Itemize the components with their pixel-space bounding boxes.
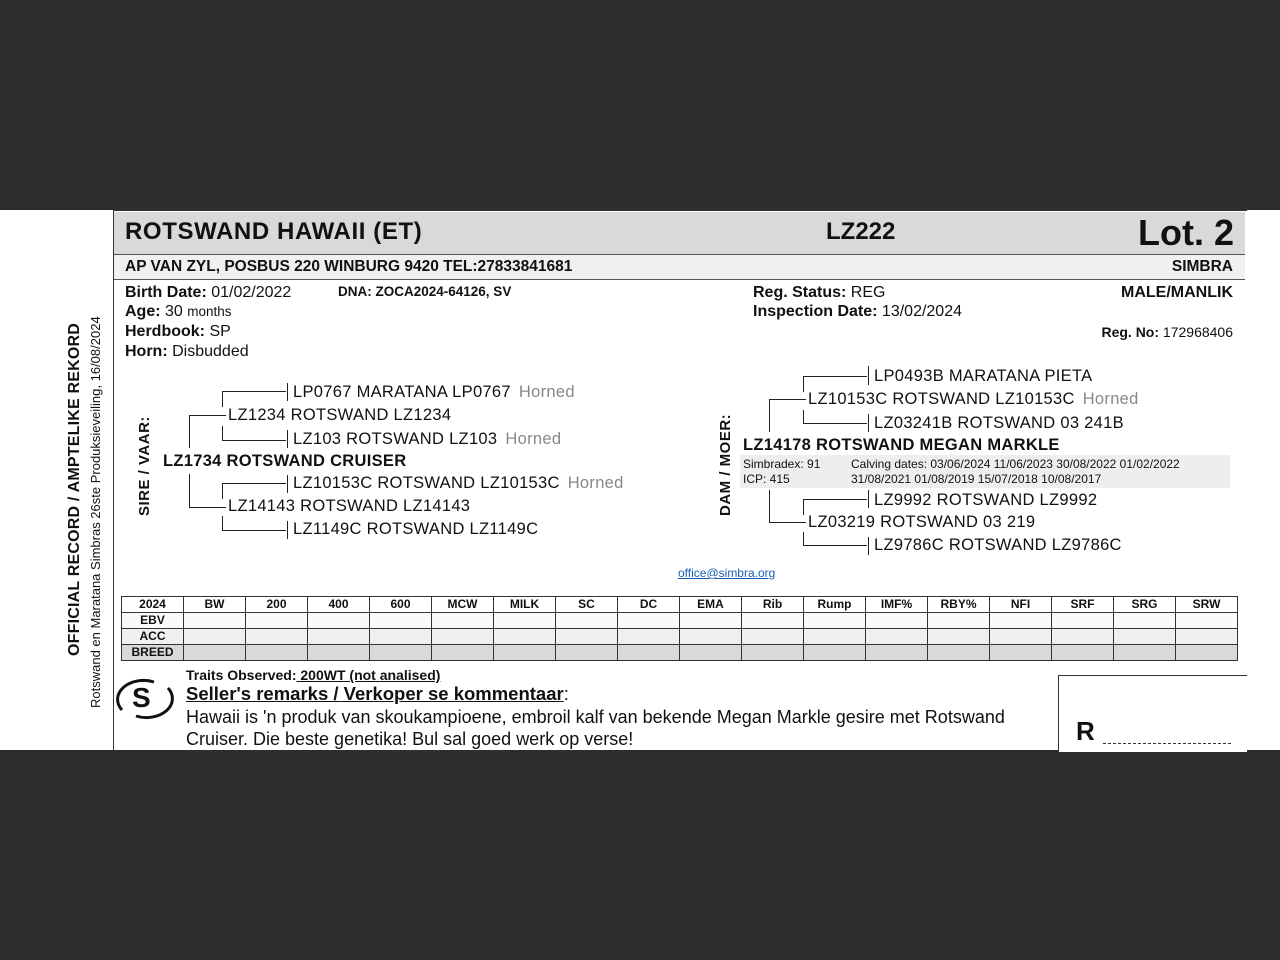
reg-status	[753, 284, 885, 302]
ebv-cell	[556, 613, 618, 629]
dam-dam-dam: LZ9786C ROTSWAND LZ9786C	[874, 536, 1122, 554]
connector	[222, 483, 286, 484]
connector	[769, 522, 806, 523]
connector	[222, 483, 223, 499]
ebv-header: 200	[246, 597, 308, 613]
connector	[769, 399, 770, 432]
acc-cell	[804, 629, 866, 645]
inspection-date-value: 13/02/2024	[881, 303, 962, 320]
connector	[222, 391, 286, 392]
connector	[803, 499, 867, 500]
ebv-header: 2024	[122, 597, 184, 613]
breed-cell	[370, 645, 432, 661]
ebv-header: SRG	[1114, 597, 1176, 613]
age-unit: months	[187, 304, 232, 319]
acc-row-label: ACC	[122, 629, 184, 645]
ebv-header: RBY%	[928, 597, 990, 613]
acc-cell	[618, 629, 680, 645]
icp: ICP: 415	[743, 472, 790, 486]
connector	[868, 537, 869, 555]
breed-row	[122, 645, 1238, 661]
reg-no-label: Reg. No:	[1101, 324, 1160, 340]
sire-dam-sire	[293, 474, 624, 493]
sale-name-label: Rotswand en Maratana Simbras 26ste Produksieveiling, 16/08/2024	[88, 316, 103, 708]
connector	[222, 391, 223, 407]
ebv-cell	[1176, 613, 1238, 629]
sire-label: SIRE / VAAR:	[136, 416, 153, 516]
connector	[803, 532, 804, 546]
ebv-header: Rib	[742, 597, 804, 613]
animal-name: ROTSWAND HAWAII (ET)	[125, 218, 423, 245]
traits-label: Traits Observed:	[186, 667, 297, 683]
ebv-header: IMF%	[866, 597, 928, 613]
breed-cell	[556, 645, 618, 661]
breed-row-label: BREED	[122, 645, 184, 661]
acc-cell	[184, 629, 246, 645]
acc-row	[122, 629, 1238, 645]
birth-date-value: 01/02/2022	[211, 284, 292, 301]
breed-cell	[184, 645, 246, 661]
calving-dates-cont: 31/08/2021 01/08/2019 15/07/2018 10/08/2017	[851, 472, 1102, 486]
acc-cell	[556, 629, 618, 645]
simbra-logo-icon	[114, 676, 176, 722]
traits-value: 200WT (not analised)	[296, 667, 441, 683]
inspection-date-label: Inspection Date:	[753, 303, 878, 320]
connector	[287, 383, 288, 401]
breed-cell	[680, 645, 742, 661]
logo-letter: S	[132, 682, 151, 713]
connector	[868, 414, 869, 432]
remarks-heading-text: Seller's remarks / Verkoper se kommentaar	[186, 683, 564, 704]
reg-no-value: 172968406	[1162, 324, 1233, 340]
herdbook-value: SP	[209, 323, 231, 340]
connector	[189, 415, 226, 416]
sire-dam-sire-name: LZ10153C ROTSWAND LZ10153C	[293, 474, 560, 492]
ebv-cell	[990, 613, 1052, 629]
sire-sire-dam-horn: Horned	[505, 430, 562, 448]
reg-status-label: Reg. Status:	[753, 284, 847, 301]
remarks-heading	[186, 683, 569, 705]
dna-info: DNA: ZOCA2024-64126, SV	[338, 284, 512, 299]
breed-cell	[866, 645, 928, 661]
sire-dam-sire-horn: Horned	[567, 474, 624, 492]
breed-cell	[1052, 645, 1114, 661]
sire-dam-dam: LZ1149C ROTSWAND LZ1149C	[293, 520, 539, 538]
breed-cell	[1114, 645, 1176, 661]
calving-dates: Calving dates: 03/06/2024 11/06/2023 30/08/2022 01/02/2022	[851, 457, 1180, 471]
acc-cell	[990, 629, 1052, 645]
breed-cell	[494, 645, 556, 661]
sire-sire-sire	[293, 383, 575, 402]
sire-sire-sire-horn: Horned	[518, 383, 575, 401]
connector	[287, 430, 288, 448]
connector	[189, 415, 190, 448]
connector	[803, 499, 804, 515]
acc-cell	[1052, 629, 1114, 645]
breed-cell	[928, 645, 990, 661]
acc-cell	[432, 629, 494, 645]
ebv-header: Rump	[804, 597, 866, 613]
birth-date-label: Birth Date:	[125, 284, 207, 301]
owner-details: AP VAN ZYL, POSBUS 220 WINBURG 9420 TEL:27833841681	[125, 258, 573, 275]
ebv-cell	[246, 613, 308, 629]
sire-sire-dam	[293, 430, 561, 449]
acc-cell	[928, 629, 990, 645]
breed-cell	[308, 645, 370, 661]
connector	[769, 399, 806, 400]
animal-id: LZ222	[826, 218, 896, 245]
ebv-header: 400	[308, 597, 370, 613]
dam-label: DAM / MOER:	[717, 413, 734, 516]
ebv-cell	[742, 613, 804, 629]
ebv-cell	[370, 613, 432, 629]
dam-sire-horn: Horned	[1082, 390, 1139, 408]
registration-number	[1101, 324, 1233, 340]
connector	[868, 366, 869, 385]
ebv-cell	[680, 613, 742, 629]
herdbook-label: Herdbook:	[125, 323, 205, 340]
dam-sire	[808, 390, 1139, 409]
breed-cell	[618, 645, 680, 661]
connector	[803, 376, 867, 377]
ebv-cell	[1052, 613, 1114, 629]
sex: MALE/MANLIK	[1121, 284, 1233, 301]
acc-cell	[742, 629, 804, 645]
lot-number: Lot. 2	[1138, 212, 1234, 253]
official-record-label: OFFICIAL RECORD / AMPTELIKE REKORD	[66, 322, 83, 656]
dam-performance-box	[740, 455, 1230, 488]
connector	[868, 490, 869, 508]
ebv-cell	[804, 613, 866, 629]
price-currency: R	[1076, 716, 1095, 746]
ebv-row-label: EBV	[122, 613, 184, 629]
connector	[189, 507, 226, 508]
dam-sire-sire: LP0493B MARATANA PIETA	[874, 367, 1093, 385]
age-value: 30	[165, 303, 183, 320]
connector	[803, 410, 804, 424]
dam-sire-name: LZ10153C ROTSWAND LZ10153C	[808, 390, 1075, 408]
connector	[222, 440, 286, 441]
remarks-text: Hawaii is 'n produk van skoukampioene, embroil kalf van bekende Megan Markle gesire met Rotswand Cruiser. Die beste genetika! Bul sal goed werk op verse!	[186, 707, 1005, 749]
sire-name: LZ1734 ROTSWAND CRUISER	[163, 452, 407, 470]
ebv-header: MCW	[432, 597, 494, 613]
dam-sire-dam: LZ03241B ROTSWAND 03 241B	[874, 414, 1124, 432]
dam-dam-sire: LZ9992 ROTSWAND LZ9992	[874, 491, 1098, 509]
age-label: Age:	[125, 303, 161, 320]
acc-cell	[1176, 629, 1238, 645]
ebv-cell	[432, 613, 494, 629]
traits-observed	[186, 667, 440, 683]
acc-cell	[680, 629, 742, 645]
sire-sire: LZ1234 ROTSWAND LZ1234	[228, 406, 452, 424]
sire-dam: LZ14143 ROTSWAND LZ14143	[228, 497, 471, 515]
ebv-header: BW	[184, 597, 246, 613]
acc-cell	[370, 629, 432, 645]
ebv-header: NFI	[990, 597, 1052, 613]
connector	[287, 475, 288, 493]
breed-label: SIMBRA	[1171, 258, 1233, 275]
acc-cell	[246, 629, 308, 645]
ebv-header: DC	[618, 597, 680, 613]
ebv-header: MILK	[494, 597, 556, 613]
ebv-header: SRF	[1052, 597, 1114, 613]
ebv-row	[122, 613, 1238, 629]
ebv-header: EMA	[680, 597, 742, 613]
horn-value: Disbudded	[172, 343, 249, 360]
inspection-date	[753, 303, 962, 321]
age	[125, 303, 232, 321]
horn-label: Horn:	[125, 343, 168, 360]
acc-cell	[494, 629, 556, 645]
ebv-header: 600	[370, 597, 432, 613]
breed-cell	[804, 645, 866, 661]
breed-cell	[246, 645, 308, 661]
sire-sire-dam-name: LZ103 ROTSWAND LZ103	[293, 430, 498, 448]
ebv-cell	[494, 613, 556, 629]
reg-status-value: REG	[850, 284, 886, 301]
horn	[125, 343, 249, 361]
birth-date	[125, 284, 291, 302]
ebv-cell	[928, 613, 990, 629]
sire-sire-sire-name: LP0767 MARATANA LP0767	[293, 383, 511, 401]
remarks-colon: :	[563, 683, 569, 704]
ebv-table	[121, 596, 1238, 661]
ebv-cell	[866, 613, 928, 629]
ebv-cell	[1114, 613, 1176, 629]
dam-name: LZ14178 ROTSWAND MEGAN MARKLE	[743, 436, 1060, 454]
dam-dam: LZ03219 ROTSWAND 03 219	[808, 513, 1036, 531]
ebv-header: SRW	[1176, 597, 1238, 613]
connector	[222, 516, 223, 531]
connector	[189, 474, 190, 508]
ebv-cell	[184, 613, 246, 629]
ebv-header: SC	[556, 597, 618, 613]
acc-cell	[866, 629, 928, 645]
email-link[interactable]: office@simbra.org	[678, 566, 776, 580]
breed-cell	[1176, 645, 1238, 661]
acc-cell	[1114, 629, 1176, 645]
breed-cell	[742, 645, 804, 661]
ebv-cell	[308, 613, 370, 629]
connector	[803, 376, 804, 392]
acc-cell	[308, 629, 370, 645]
ebv-header-row	[122, 597, 1238, 613]
ebv-cell	[618, 613, 680, 629]
breed-cell	[432, 645, 494, 661]
connector	[803, 423, 867, 424]
connector	[222, 426, 223, 441]
connector	[803, 545, 867, 546]
herdbook	[125, 323, 231, 341]
simbradex: Simbradex: 91	[743, 457, 821, 471]
price-entry-line[interactable]	[1103, 733, 1231, 744]
connector	[769, 490, 770, 523]
breed-cell	[990, 645, 1052, 661]
connector	[222, 530, 286, 531]
connector	[287, 521, 288, 539]
